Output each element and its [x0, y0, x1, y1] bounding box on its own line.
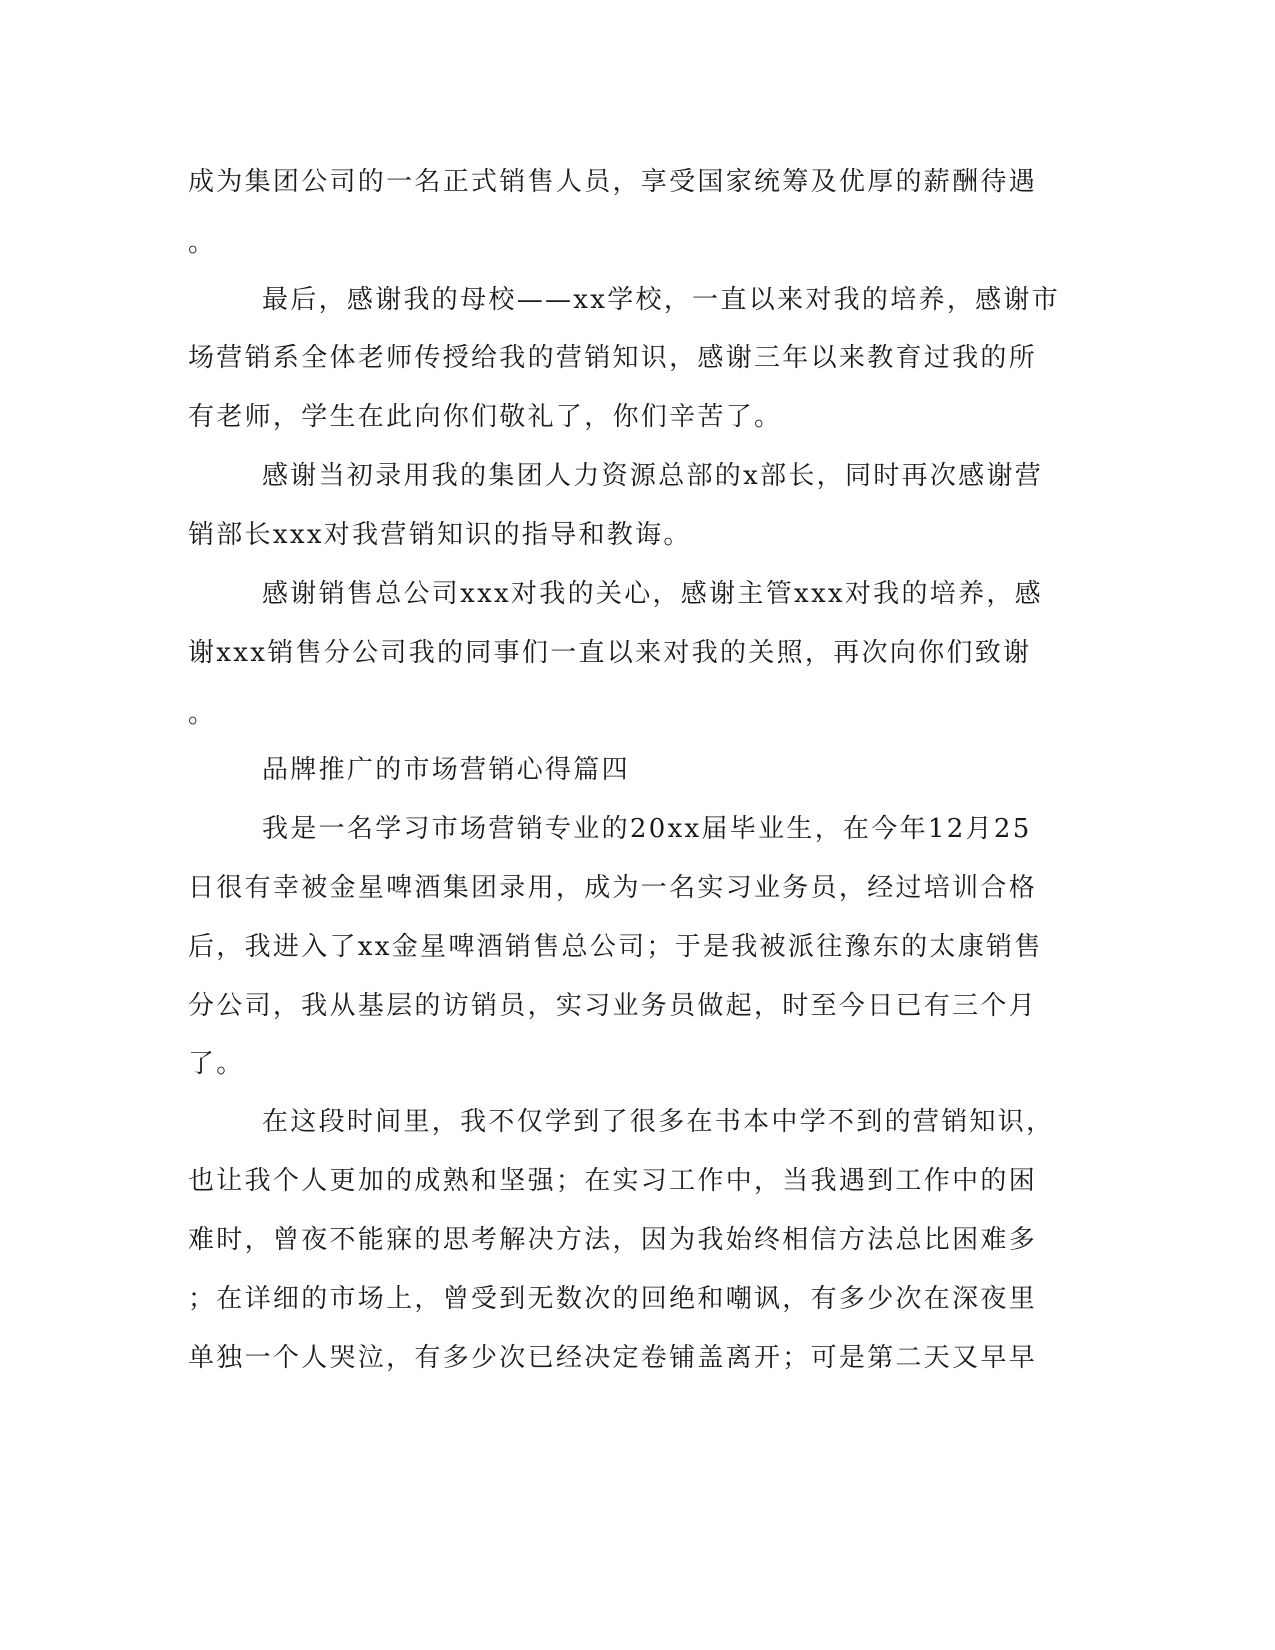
- text-line: 了。: [188, 1049, 245, 1079]
- paragraph-start-line: 最后，感谢我的母校——xx学校，一直以来对我的培养，感谢市: [262, 285, 1061, 315]
- text-line: 。: [188, 228, 217, 258]
- text-line: 场营销系全体老师传授给我的营销知识，感谢三年以来教育过我的所: [188, 343, 1038, 373]
- text-line: 日很有幸被金星啤酒集团录用，成为一名实习业务员，经过培训合格: [188, 873, 1038, 903]
- text-line: 成为集团公司的一名正式销售人员，享受国家统筹及优厚的薪酬待遇: [188, 167, 1038, 197]
- paragraph-start-line: 感谢销售总公司xxx对我的关心，感谢主管xxx对我的培养，感: [262, 579, 1043, 609]
- text-line: 分公司，我从基层的访销员，实习业务员做起，时至今日已有三个月: [188, 991, 1038, 1021]
- text-line: 后，我进入了xx金星啤酒销售总公司；于是我被派往豫东的太康销售: [188, 932, 1043, 962]
- text-line: 销部长xxx对我营销知识的指导和教诲。: [188, 520, 692, 550]
- paragraph-start-line: 我是一名学习市场营销专业的20xx届毕业生，在今年12月25: [262, 814, 1032, 844]
- text-line: 谢xxx销售分公司我的同事们一直以来对我的关照，再次向你们致谢: [188, 638, 1032, 668]
- section-heading: 品牌推广的市场营销心得篇四: [262, 755, 630, 785]
- text-line: 难时，曾夜不能寐的思考解决方法，因为我始终相信方法总比困难多: [188, 1225, 1038, 1255]
- text-line: ；在详细的市场上，曾受到无数次的回绝和嘲讽，有多少次在深夜里: [188, 1284, 1038, 1314]
- paragraph-start-line: 感谢当初录用我的集团人力资源总部的x部长，同时再次感谢营: [262, 461, 1044, 491]
- text-line: 有老师，学生在此向你们敬礼了，你们辛苦了。: [188, 402, 783, 432]
- text-line: 。: [188, 699, 217, 729]
- text-line: 也让我个人更加的成熟和坚强；在实习工作中，当我遇到工作中的困: [188, 1166, 1038, 1196]
- text-line: 单独一个人哭泣，有多少次已经决定卷铺盖离开；可是第二天又早早: [188, 1343, 1038, 1373]
- paragraph-start-line: 在这段时间里，我不仅学到了很多在书本中学不到的营销知识，: [262, 1107, 1055, 1137]
